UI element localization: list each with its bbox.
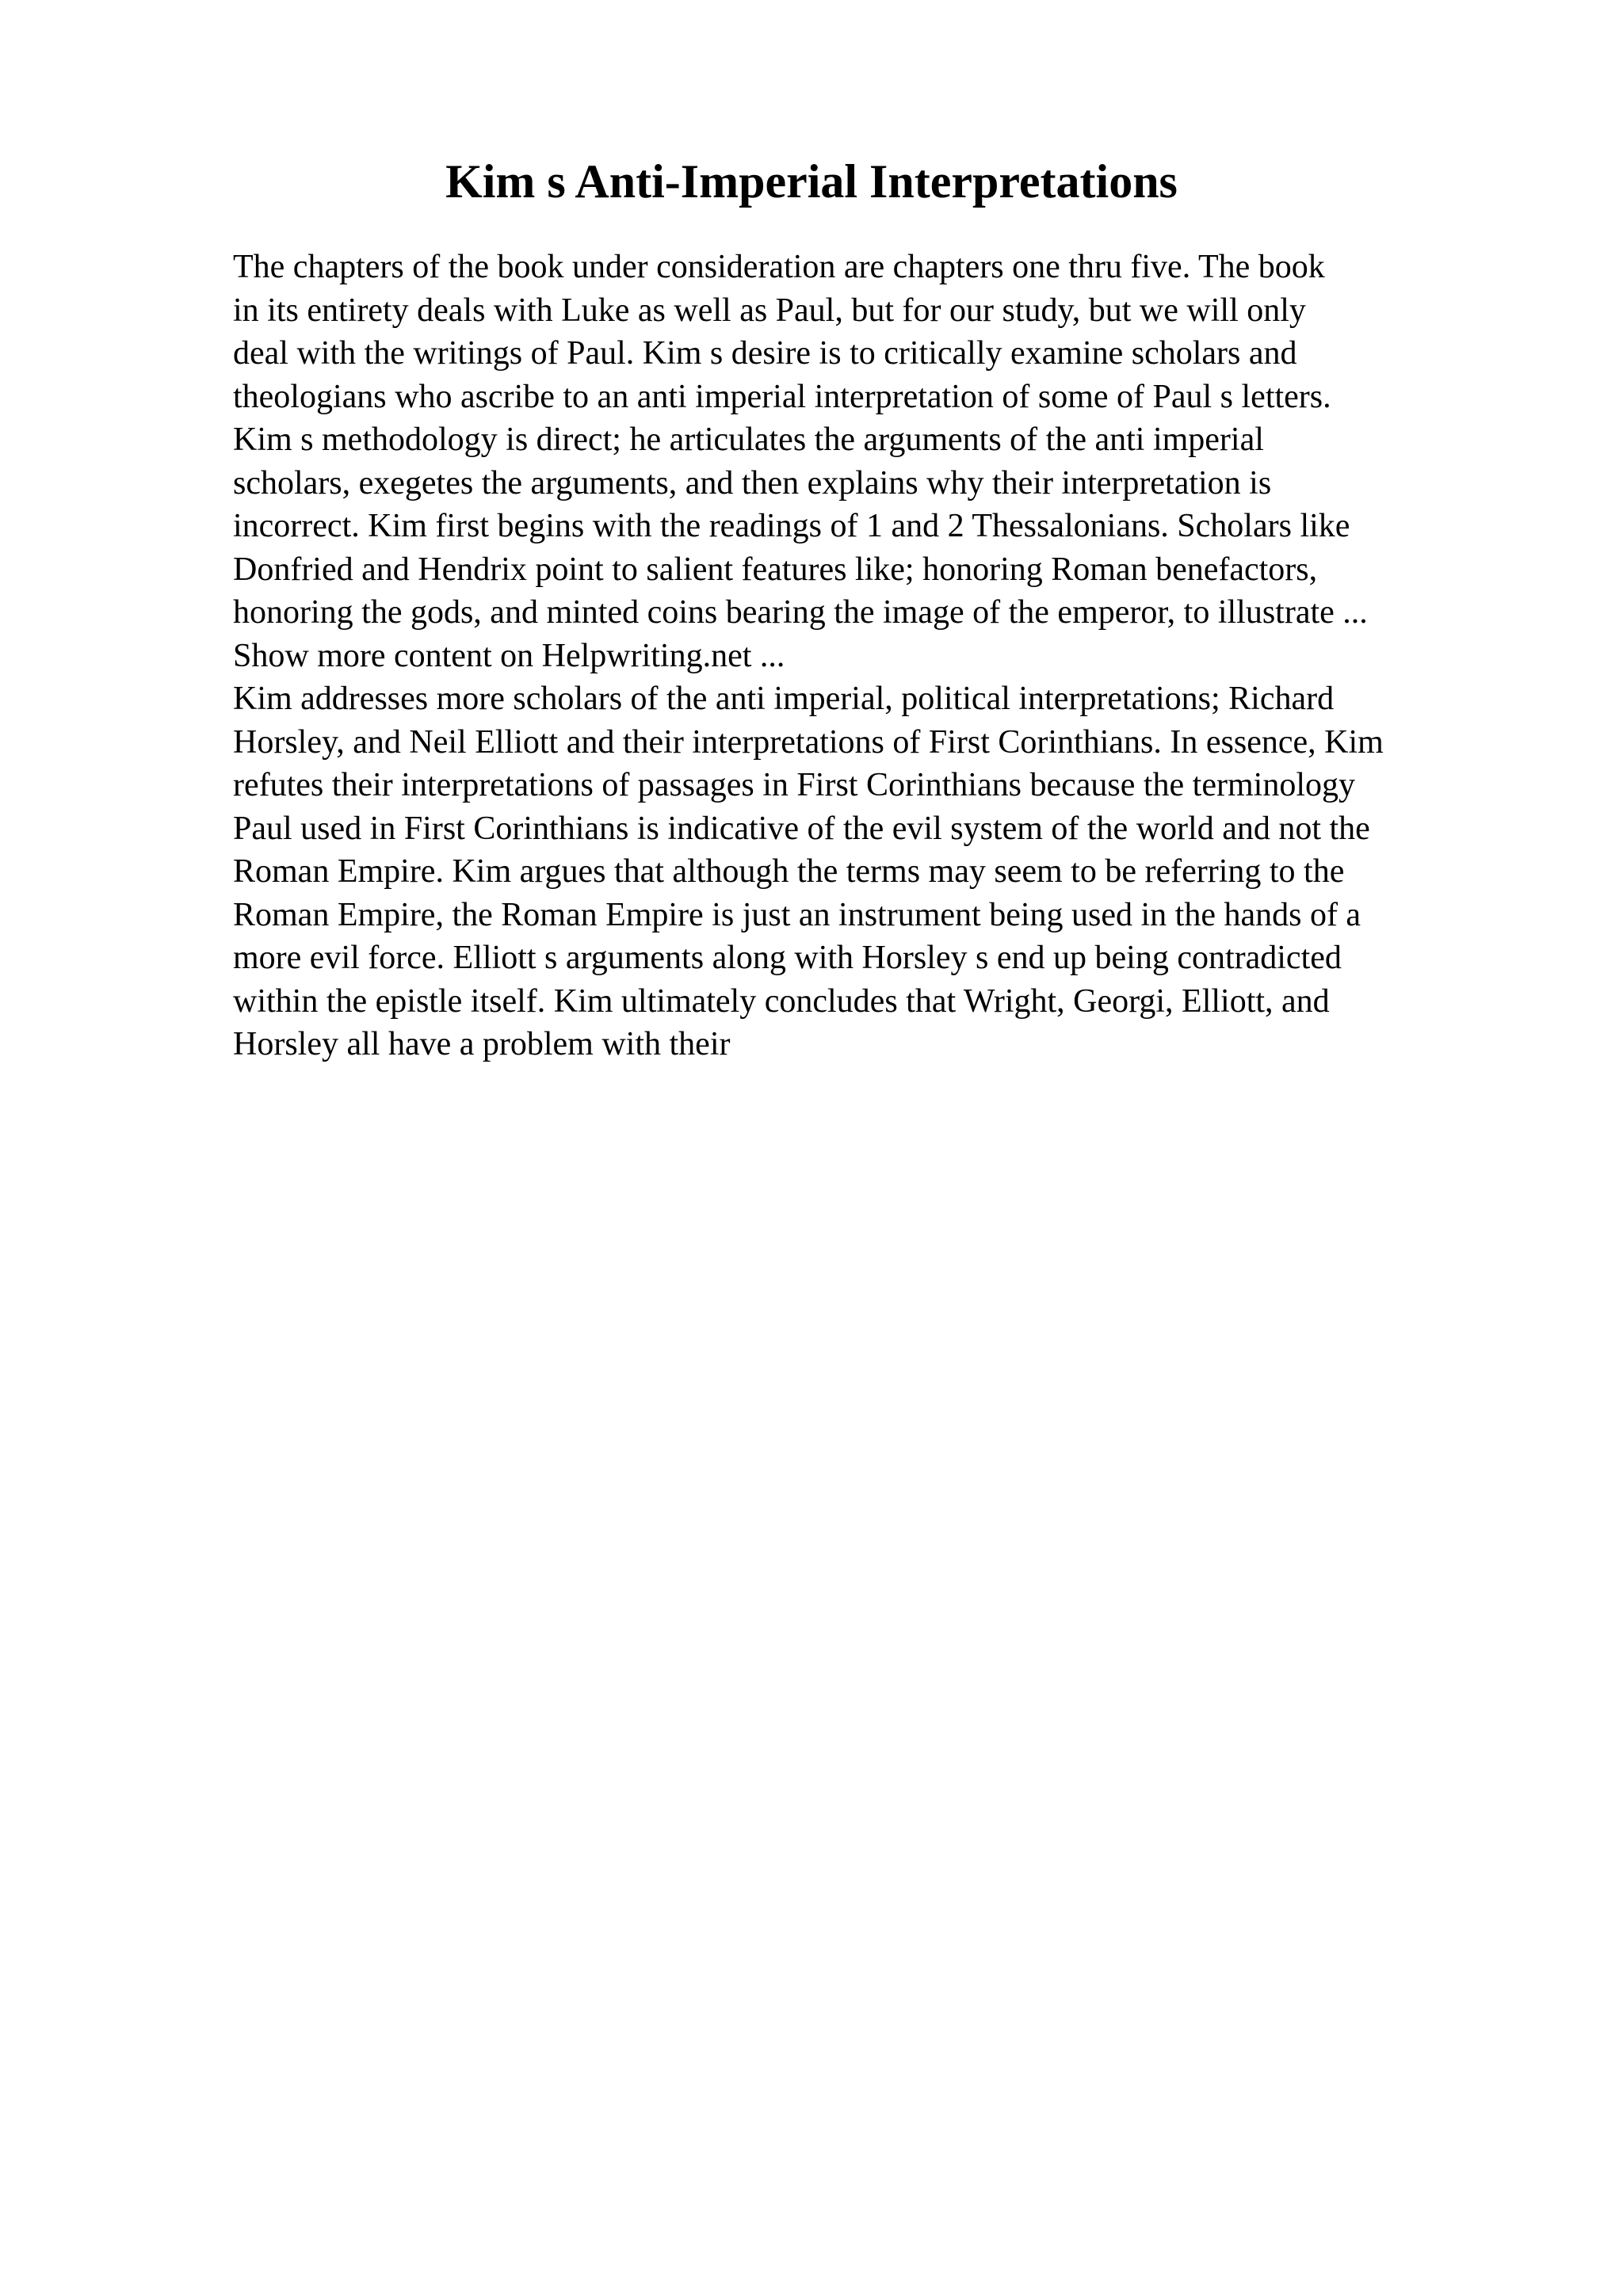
- text-line: theologians who ascribe to an anti imperial interpretation of some of Paul s letters.: [233, 378, 1331, 415]
- text-line: honoring the gods, and minted coins bearing the image of the emperor, to illustrate ...: [233, 594, 1368, 631]
- text-line: Roman Empire, the Roman Empire is just an instrument being used in the hands of a: [233, 896, 1361, 933]
- text-line: Roman Empire. Kim argues that although the terms may seem to be referring to the: [233, 853, 1345, 890]
- text-line: Kim s methodology is direct; he articulates the arguments of the anti imperial: [233, 421, 1264, 458]
- text-line: refutes their interpretations of passages in First Corinthians because the terminology: [233, 767, 1355, 803]
- text-line: scholars, exegetes the arguments, and then explains why their interpretation is: [233, 464, 1272, 502]
- text-line: Kim addresses more scholars of the anti imperial, political interpretations; Richard: [233, 681, 1335, 717]
- document-title: Kim s Anti-Imperial Interpretations: [445, 155, 1178, 208]
- text-line: within the epistle itself. Kim ultimately concludes that Wright, Georgi, Elliott, and: [233, 982, 1330, 1020]
- document-body: [233, 246, 1533, 1066]
- text-line: Donfried and Hendrix point to salient features like; honoring Roman benefactors,: [233, 551, 1318, 588]
- text-line: in its entirety deals with Luke as well as Paul, but for our study, but we will only: [233, 292, 1306, 329]
- show-more-link[interactable]: Show more content on Helpwriting.net ...: [233, 637, 785, 674]
- text-line: Horsley all have a problem with their: [233, 1026, 731, 1062]
- text-line: more evil force. Elliott s arguments along with Horsley s end up being contradicted: [233, 940, 1342, 976]
- text-line: deal with the writings of Paul. Kim s desire is to critically examine scholars and: [233, 335, 1297, 372]
- text-line: The chapters of the book under consideration are chapters one thru five. The book: [233, 249, 1325, 285]
- text-line: incorrect. Kim first begins with the readings of 1 and 2 Thessalonians. Scholars like: [233, 508, 1350, 544]
- text-line: Paul used in First Corinthians is indicative of the evil system of the world and not the: [233, 810, 1370, 847]
- text-line: Horsley, and Neil Elliott and their interpretations of First Corinthians. In essence, Kim: [233, 723, 1384, 761]
